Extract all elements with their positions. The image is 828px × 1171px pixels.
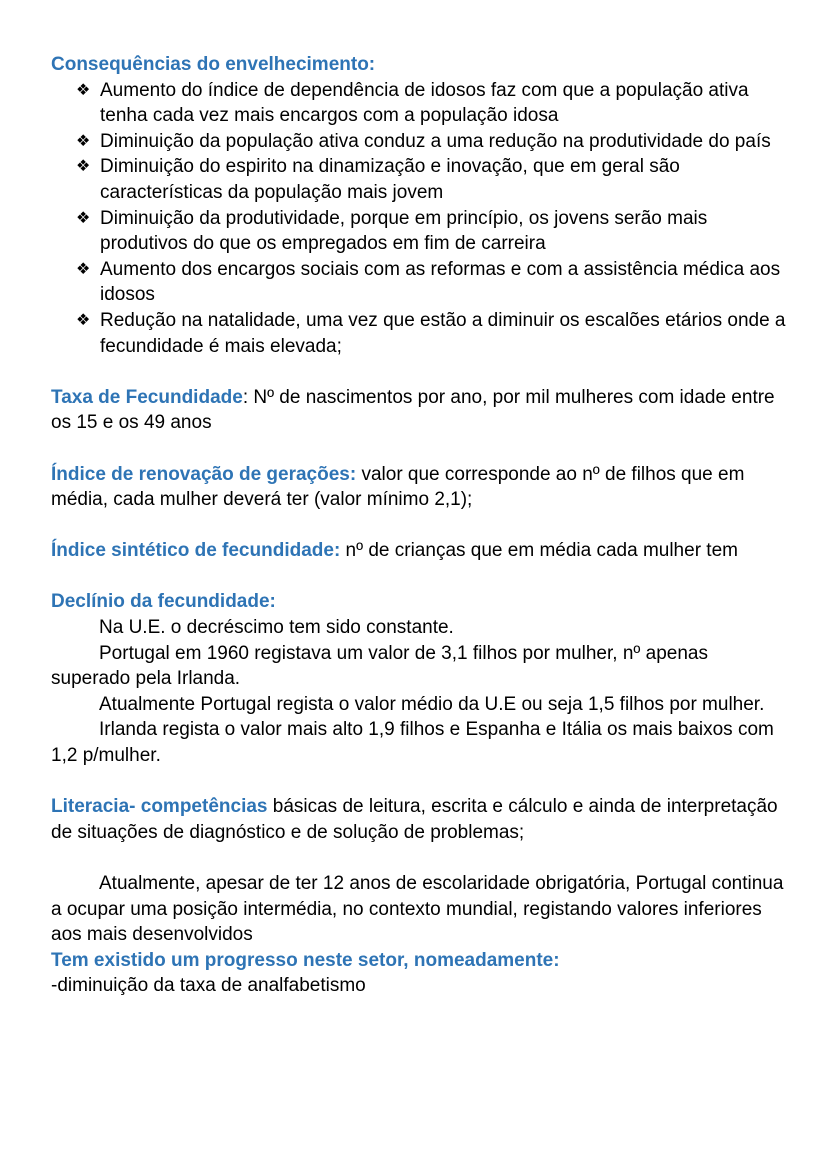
- list-item: [76, 78, 788, 129]
- spacer: [51, 513, 788, 539]
- decline-title: Declínio da fecundidade:: [51, 591, 276, 613]
- diamond-bullet-icon: ❖: [76, 158, 91, 176]
- literacy-definition: [51, 794, 788, 845]
- list-item-text: Redução na natalidade, uma vez que estão a diminuir os escalões etários onde a fecundidade é mais elevada;: [100, 309, 786, 357]
- literacy-paragraph: Atualmente, apesar de ter 12 anos de escolaridade obrigatória, Portugal continua a ocupar uma posição intermédia, no contexto mundial, registando valores inferiores aos mais desenvolvidos: [51, 873, 784, 946]
- list-item: [76, 154, 788, 205]
- synthetic-index-term: Índice sintético de fecundidade:: [51, 540, 341, 562]
- spacer: [51, 769, 788, 795]
- list-item: [76, 308, 788, 359]
- spacer: [51, 845, 788, 871]
- progress-item: -diminuição da taxa de analfabetismo: [51, 975, 366, 997]
- diamond-bullet-icon: ❖: [76, 81, 91, 99]
- renewal-index-term: Índice de renovação de gerações:: [51, 463, 357, 485]
- list-item-text: Aumento do índice de dependência de idosos faz com que a população ativa tenha cada vez mais encargos com a população idosa: [100, 79, 749, 127]
- diamond-bullet-icon: ❖: [76, 209, 91, 227]
- renewal-index-definition: [51, 462, 788, 513]
- decline-paragraph: Na U.E. o decréscimo tem sido constante.: [99, 617, 454, 639]
- renewal-index-text: valor que corresponde ao nº de filhos que em média, cada mulher deverá ter (valor mínimo 2,1);: [51, 463, 745, 511]
- synthetic-index-text: nº de crianças que em média cada mulher tem: [340, 540, 738, 562]
- spacer: [51, 564, 788, 590]
- list-item: [76, 257, 788, 308]
- literacy-text: básicas de leitura, escrita e cálculo e ainda de interpretação de situações de diagnóstico e de solução de problemas;: [51, 796, 778, 843]
- fertility-rate-definition: [51, 385, 788, 436]
- decline-paragraph: Portugal em 1960 registava um valor de 3,1 filhos por mulher, nº apenas superado pela Irlanda.: [51, 642, 708, 690]
- list-item-text: Diminuição da produtividade, porque em princípio, os jovens serão mais produtivos do que os empregados em fim de carreira: [100, 207, 708, 255]
- spacer: [51, 436, 788, 462]
- list-item-text: Aumento dos encargos sociais com as reformas e com a assistência médica aos idosos: [100, 258, 781, 306]
- decline-paragraph: Irlanda regista o valor mais alto 1,9 filhos e Espanha e Itália os mais baixos com 1,2 p/mulher.: [51, 719, 774, 767]
- list-item-text: Diminuição do espirito na dinamização e inovação, que em geral são características da população mais jovem: [100, 156, 680, 203]
- consequences-list: [51, 78, 788, 360]
- decline-paragraph: Atualmente Portugal regista o valor médio da U.E ou seja 1,5 filhos por mulher.: [99, 693, 765, 715]
- fertility-rate-term: Taxa de Fecundidade: [51, 386, 243, 408]
- spacer: [51, 359, 788, 385]
- list-item-text: Diminuição da população ativa conduz a uma redução na produtividade do país: [100, 130, 771, 152]
- consequences-title: Consequências do envelhecimento:: [51, 54, 376, 75]
- fertility-rate-text: : Nº de nascimentos por ano, por mil mulheres com idade entre os 15 e os 49 anos: [51, 386, 775, 434]
- progress-title: Tem existido um progresso neste setor, nomeadamente:: [51, 949, 560, 971]
- synthetic-index-definition: [51, 538, 788, 564]
- list-item: [76, 206, 788, 257]
- diamond-bullet-icon: ❖: [76, 132, 91, 150]
- diamond-bullet-icon: ❖: [76, 311, 91, 329]
- literacy-term: Literacia- competências: [51, 796, 268, 818]
- diamond-bullet-icon: ❖: [76, 260, 91, 278]
- list-item: [76, 129, 788, 155]
